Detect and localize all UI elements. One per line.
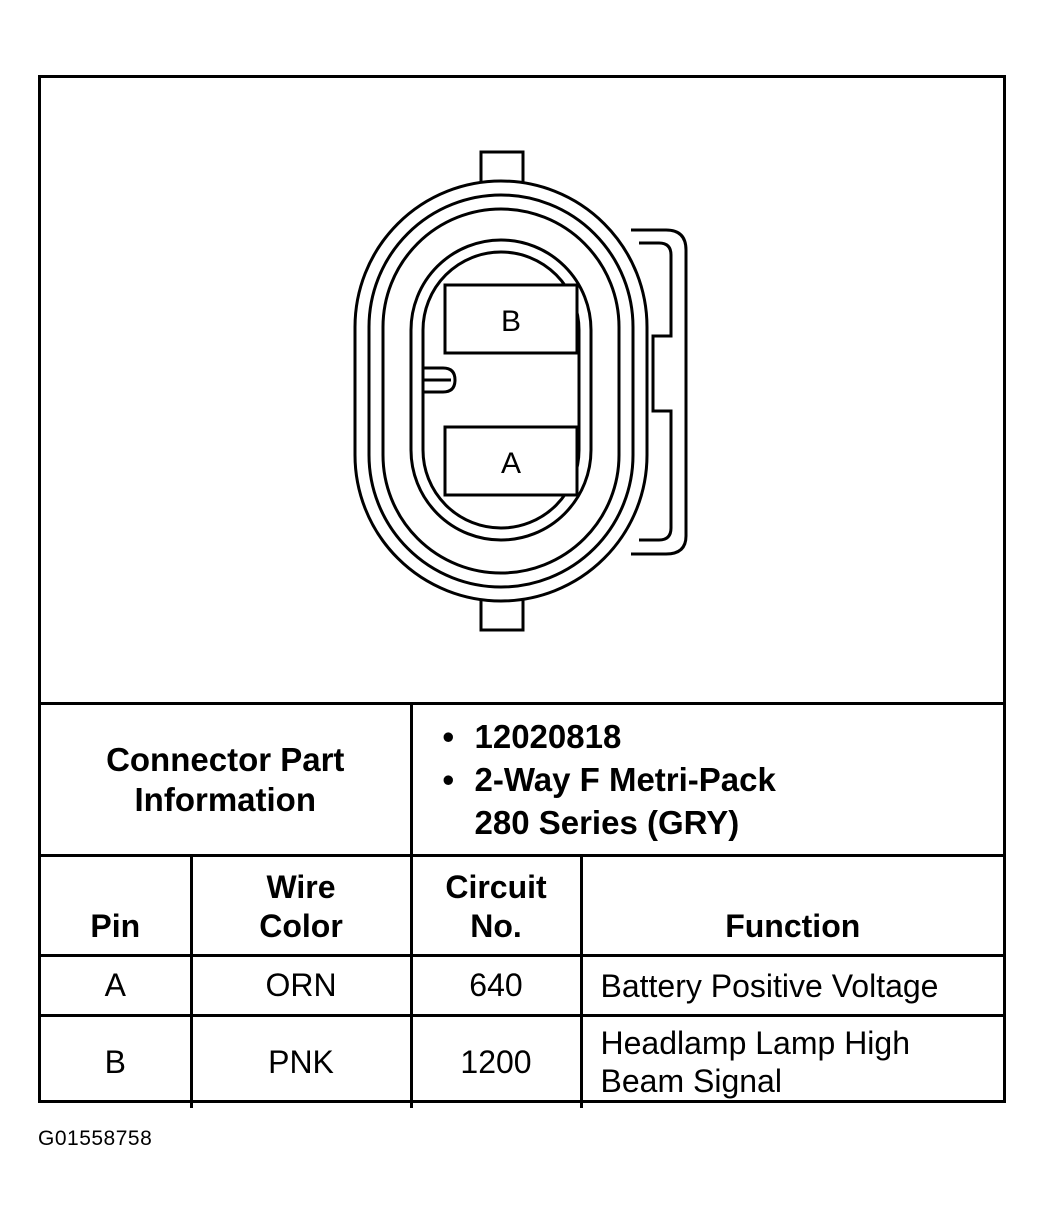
part-info-value-cell	[411, 704, 1003, 856]
cell-function	[581, 956, 1003, 1016]
header-circuit-line2: No.	[470, 908, 522, 944]
connector-face-drawing	[41, 78, 1003, 703]
figure-id: G01558758	[38, 1127, 153, 1150]
bullet-icon: •	[442, 718, 455, 755]
table-row	[41, 956, 1003, 1016]
table-row	[41, 1016, 1003, 1108]
cell-circuit: 1200	[411, 1016, 581, 1108]
part-description-line2: 280 Series (GRY)	[474, 804, 740, 841]
header-wire-color-line1: Wire	[266, 869, 336, 905]
part-description-line1: 2-Way F Metri-Pack	[474, 761, 776, 798]
cell-function-line2: Beam Signal	[600, 1063, 782, 1100]
cell-circuit: 640	[411, 956, 581, 1016]
header-circuit-line1: Circuit	[445, 869, 547, 905]
cell-wire-color: PNK	[191, 1016, 411, 1108]
header-wire-color-line2: Color	[259, 908, 343, 944]
cell-function-line1: Headlamp Lamp High	[600, 1025, 910, 1062]
part-description-item	[442, 758, 1004, 801]
cell-pin: A	[41, 956, 191, 1016]
header-circuit	[411, 856, 581, 956]
pin-label-b: B	[500, 305, 522, 338]
header-function-text: Function	[725, 908, 861, 944]
part-number-item	[442, 715, 1004, 758]
diagram-frame	[38, 75, 1006, 1103]
part-info-label-line1: Connector Part	[106, 740, 345, 778]
header-wire-color	[191, 856, 411, 956]
part-info-label-line2: Information	[134, 780, 316, 818]
cell-wire-color: ORN	[191, 956, 411, 1016]
header-pin-text: Pin	[90, 908, 141, 944]
part-info-label-cell	[41, 704, 411, 856]
cell-function	[581, 1016, 1003, 1108]
bullet-icon: •	[442, 761, 455, 798]
header-pin	[41, 856, 191, 956]
header-row	[41, 856, 1003, 956]
connector-info-table	[41, 702, 1003, 1108]
pin-label-a: A	[500, 447, 522, 480]
header-function	[581, 856, 1003, 956]
cell-pin: B	[41, 1016, 191, 1108]
part-info-row	[41, 704, 1003, 856]
part-number: 12020818	[474, 718, 622, 755]
cell-function-line1: Battery Positive Voltage	[600, 967, 939, 1004]
